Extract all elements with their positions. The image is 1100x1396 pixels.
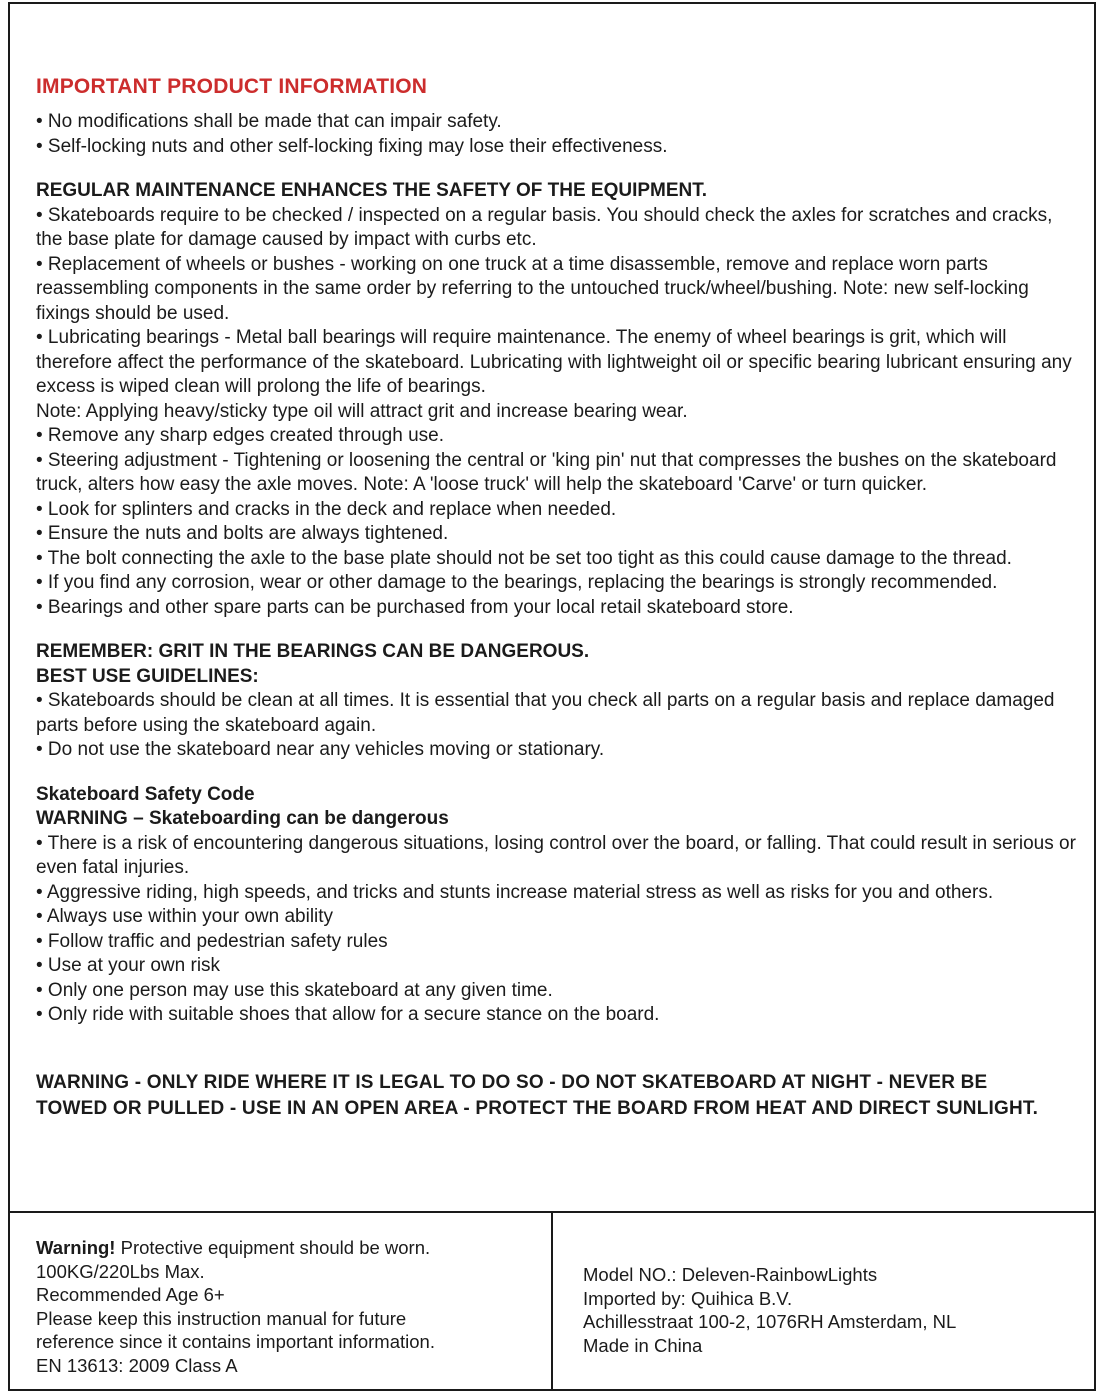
maintenance-item: • Replacement of wheels or bushes - working on one truck at a time disassemble, remove and replace worn parts reassembling components in the same order by referring to the untouched truck/wheel/bushing. Note: new self-locking fixings should be used. [36,253,1029,324]
footer-right-line: Model NO.: Deleven-RainbowLights [583,1264,878,1285]
safety-code-heading: Skateboard Safety Code [36,783,255,805]
footer-warning-text: Protective equipment should be worn. [115,1237,431,1258]
safety-item: • Only ride with suitable shoes that allow for a secure stance on the board. [36,1004,660,1025]
safety-warning-subheading: WARNING – Skateboarding can be dangerous [36,808,449,829]
footer-model-cell [553,1213,1094,1389]
maintenance-item: • The bolt connecting the axle to the base plate should not be set too tight as this could cause damage to the thread. [36,547,1012,569]
footer-warning-cell [10,1213,553,1389]
intro-bullet: • Self-locking nuts and other self-locking fixing may lose their effectiveness. [36,135,668,157]
footer-warning-label: Warning! [36,1237,116,1258]
footer-left-line: 100KG/220Lbs Max. [36,1260,205,1282]
safety-item: • Follow traffic and pedestrian safety rules [36,930,388,952]
best-use-heading: BEST USE GUIDELINES: [36,665,259,687]
best-use-item: • Skateboards should be clean at all times. It is essential that you check all parts on a regular basis and replace damaged parts before using the skateboard again. [36,690,1055,736]
maintenance-item: • Remove any sharp edges created through use. [36,425,445,446]
maintenance-item: • Ensure the nuts and bolts are always tightened. [36,523,449,544]
section-spacer [36,763,1082,783]
maintenance-item: • If you find any corrosion, wear or other damage to the bearings, replacing the bearings is strongly recommended. [36,572,998,593]
main-content [10,4,1094,1211]
intro-bullet: • No modifications shall be made that can impair safety. [36,111,502,132]
safety-item: • Always use within your own ability [36,906,334,927]
maintenance-item: • Skateboards require to be checked / inspected on a regular basis. You should check the axles for scratches and cracks, the base plate for damage caused by impact with curbs etc. [36,204,1053,250]
document-page [8,2,1096,1391]
footer-right-line: Achillesstraat 100-2, 1076RH Amsterdam, NL [583,1311,957,1332]
remember-heading: REMEMBER: GRIT IN THE BEARINGS CAN BE DANGEROUS. [36,641,590,662]
section-spacer [36,620,1082,640]
red-warning-paragraph: WARNING - ONLY RIDE WHERE IT IS LEGAL TO DO SO - DO NOT SKATEBOARD AT NIGHT - NEVER BE TOWED OR PULLED - USE IN AN OPEN AREA - PROTECT THE BOARD FROM HEAT AND DIRECT SUNLIGHT. [36,1071,1039,1119]
footer-left-line: EN 13613: 2009 Class A [36,1354,238,1376]
safety-item: • Only one person may use this skateboard at any given time. [36,979,553,1001]
footer-right-line: Made in China [583,1334,703,1356]
page-title: IMPORTANT PRODUCT INFORMATION [36,75,428,98]
footer-right-line: Imported by: Quihica B.V. [583,1287,793,1309]
best-use-item: • Do not use the skateboard near any vehicles moving or stationary. [36,739,605,760]
safety-item: • Use at your own risk [36,955,221,976]
maintenance-item: • Lubricating bearings - Metal ball bearings will require maintenance. The enemy of wheel bearings is grit, which will therefore affect the performance of the skateboard. Lubricating with lightweight oil or specific bearing lubricant ensuring any excess is wiped clean will prolong the life of bearings. [36,327,1072,397]
footer-left-line: reference since it contains important information. [36,1331,435,1352]
safety-item: • There is a risk of encountering dangerous situations, losing control over the board, or falling. That could result in serious or even fatal injuries. [36,832,1076,878]
safety-item: • Aggressive riding, high speeds, and tricks and stunts increase material stress as well as risks for you and others. [36,881,994,903]
section-spacer [36,1028,1082,1070]
footer-left-line: Recommended Age 6+ [36,1284,225,1305]
maintenance-heading: REGULAR MAINTENANCE ENHANCES THE SAFETY OF THE EQUIPMENT. [36,180,708,201]
section-spacer [36,159,1082,179]
maintenance-note: Note: Applying heavy/sticky type oil will attract grit and increase bearing wear. [36,400,688,422]
footer-warning-line [36,1236,535,1260]
footer-left-line: Please keep this instruction manual for future [36,1307,407,1329]
maintenance-item: • Look for splinters and cracks in the deck and replace when needed. [36,498,617,520]
footer-table [10,1211,1094,1389]
maintenance-item: • Steering adjustment - Tightening or loosening the central or 'king pin' nut that compresses the bushes on the skateboard truck, alters how easy the axle moves. Note: A 'loose truck' will help the skateboard 'Carve' or turn quicker. [36,449,1057,495]
maintenance-item: • Bearings and other spare parts can be purchased from your local retail skateboard store. [36,596,794,618]
